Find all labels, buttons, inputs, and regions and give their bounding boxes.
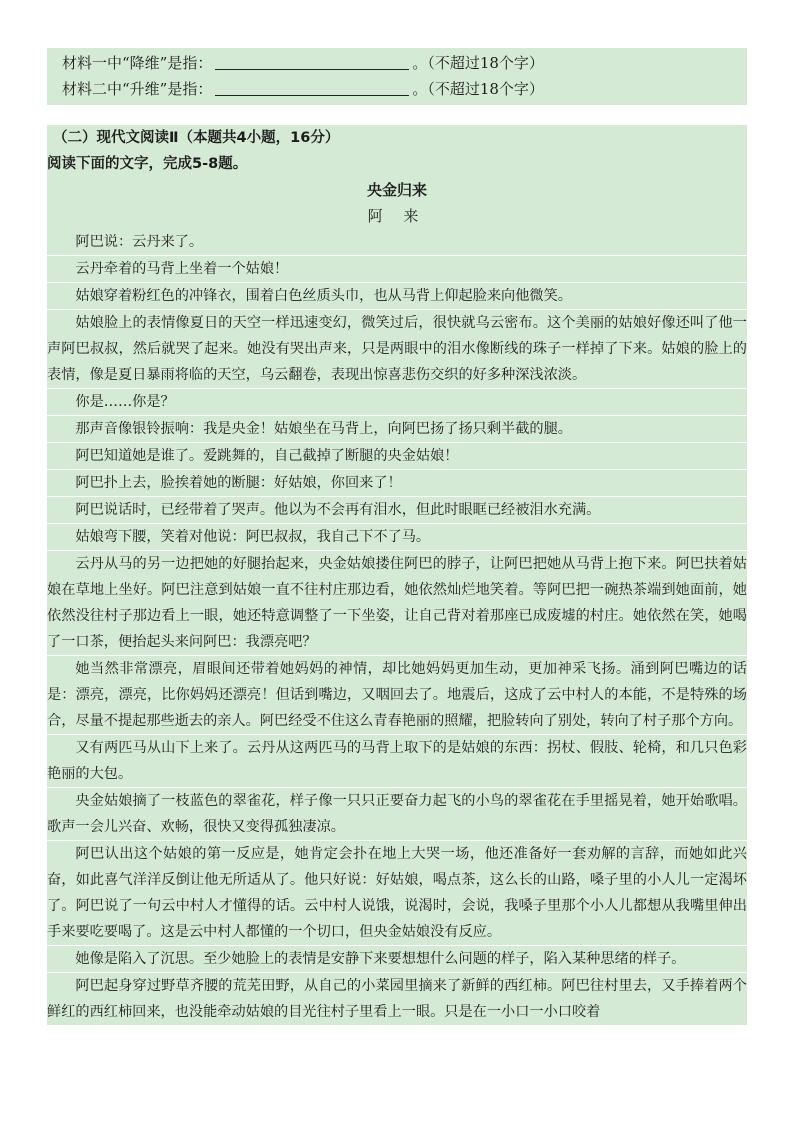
- story-body: [47, 229, 747, 1025]
- story-paragraph: 姑娘穿着粉红色的冲锋衣，围着白色丝质头巾，也从马背上仰起脸来向他微笑。: [47, 282, 747, 309]
- fill-in-question: [47, 48, 747, 105]
- story-paragraph: 又有两匹马从山下上来了。云丹从这两匹马的马背上取下的是姑娘的东西：拐杖、假肢、轮椅，和几只色彩艳丽的大包。: [47, 734, 747, 787]
- story-paragraph: 你是……你是？: [47, 388, 747, 415]
- story-paragraph: 那声音像银铃振响：我是央金！姑娘坐在马背上，向阿巴扬了扬只剩半截的腿。: [47, 415, 747, 442]
- story-paragraph: 姑娘脸上的表情像夏日的天空一样迅速变幻，微笑过后，很快就乌云密布。这个美丽的姑娘好像还叫了他一声阿巴叔叔，然后就哭了起来。她没有哭出声来，只是两眼中的泪水像断线的珠子一样掉了下来。姑娘的脸上的表情，像是夏日暴雨将临的天空，乌云翻卷，表现出惊喜悲伤交织的好多种深浅浓淡。: [47, 309, 747, 388]
- section-heading: （二）现代文阅读Ⅱ（本题共4小题，16分）: [53, 130, 340, 146]
- reading-section: [47, 125, 747, 1025]
- prompt-label: 材料一中“降维”是指：: [62, 54, 213, 72]
- section-gap: [47, 105, 747, 125]
- story-paragraph: 阿巴说话时，已经带着了哭声。他以为不会再有泪水，但此时眼眶已经被泪水充满。: [47, 496, 747, 523]
- fill-line-shengwei: [47, 76, 747, 102]
- story-title: 央金归来: [366, 181, 427, 199]
- story-paragraph: 姑娘弯下腰，笑着对他说：阿巴叔叔，我自己下不了马。: [47, 523, 747, 550]
- story-paragraph: 她当然非常漂亮，眉眼间还带着她妈妈的神情，却比她妈妈更加生动，更加神采飞扬。涌到阿巴嘴边的话是：漂亮，漂亮，比你妈妈还漂亮！但话到嘴边，又咽回去了。地震后，这成了云中村人的本能，不是特殊的场合，尽量不提起那些逝去的亲人。阿巴经受不住这么青春艳丽的照耀，把脸转向了别处，转向了村子那个方向。: [47, 655, 747, 734]
- page: [47, 48, 747, 1025]
- prompt-label: 材料二中“升维”是指：: [62, 80, 213, 98]
- story-author: 阿 来: [367, 207, 427, 225]
- story-paragraph: 央金姑娘摘了一枝蓝色的翠雀花，样子像一只只正要奋力起飞的小鸟的翠雀花在手里摇晃着，她开始歌唱。歌声一会儿兴奋、欢畅，很快又变得孤独凄凉。: [47, 787, 747, 840]
- story-paragraph: 云丹从马的另一边把她的好腿抬起来，央金姑娘搂住阿巴的脖子，让阿巴把她从马背上抱下来。阿巴扶着姑娘在草地上坐好。阿巴注意到姑娘一直不往村庄那边看，她依然灿烂地笑着。等阿巴把一碗热茶端到她面前，她依然没往村子那边看上一眼，她还特意调整了一下坐姿，让自己背对着那座已成废墟的村庄。她依然在笑，她喝了一口茶，便抬起头来问阿巴：我漂亮吧？: [47, 550, 747, 655]
- story-paragraph: 阿巴起身穿过野草齐腰的荒芜田野，从自己的小菜园里摘来了新鲜的西红柿。阿巴往村里去，又手捧着两个鲜红的西红柿回来，也没能牵动姑娘的目光往村子里看上一眼。只是在一小口一小口咬着: [47, 972, 747, 1025]
- answer-blank[interactable]: [215, 54, 409, 70]
- story-paragraph: 阿巴扑上去，脸挨着她的断腿：好姑娘，你回来了！: [47, 469, 747, 496]
- section-instruction: 阅读下面的文字，完成5-8题。: [47, 156, 248, 172]
- answer-blank[interactable]: [215, 80, 409, 96]
- prompt-suffix: 。（不超过18个字）: [412, 54, 544, 72]
- story-paragraph: 阿巴说：云丹来了。: [75, 234, 204, 250]
- prompt-suffix: 。（不超过18个字）: [412, 80, 544, 98]
- story-paragraph: 阿巴认出这个姑娘的第一反应是，她肯定会扑在地上大哭一场，他还准备好一套劝解的言辞，而她如此兴奋，如此喜气洋洋反倒让他无所适从了。他只好说：好姑娘，喝点茶，这么长的山路，嗓子里的小人儿一定渴坏了。阿巴说了一句云中村人才懂得的话。云中村人说饿，说渴时，会说，我嗓子里那个小人儿都想从我嘴里伸出手来要吃要喝了。这是云中村人都懂的一个切口，但央金姑娘没有反应。: [47, 840, 747, 945]
- fill-line-jiangwei: [47, 50, 747, 76]
- story-paragraph: 她像是陷入了沉思。至少她脸上的表情是安静下来要想想什么问题的样子，陷入某种思绪的样子。: [47, 945, 747, 972]
- story-paragraph: 阿巴知道她是谁了。爱跳舞的，自己截掉了断腿的央金姑娘！: [47, 442, 747, 469]
- story-paragraph: 云丹牵着的马背上坐着一个姑娘！: [47, 255, 747, 282]
